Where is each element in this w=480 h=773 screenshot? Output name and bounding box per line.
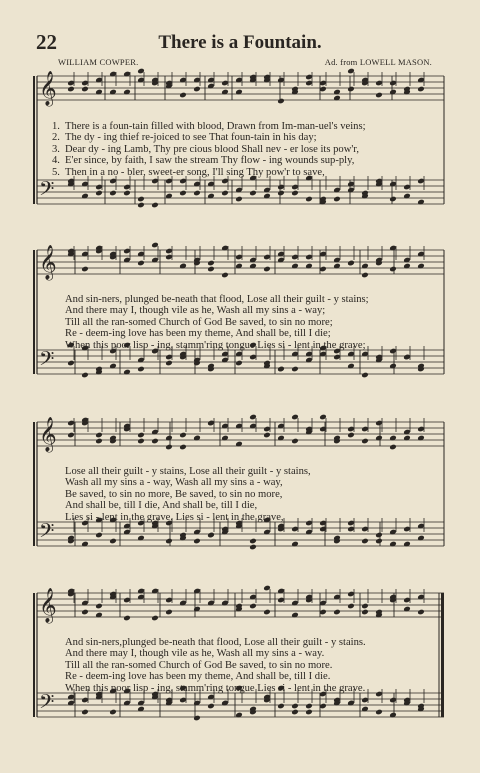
note-head	[291, 703, 299, 710]
note-head	[137, 366, 145, 373]
treble-clef-icon: 𝄞	[39, 245, 57, 280]
system-brace	[33, 250, 35, 374]
note-head	[165, 360, 173, 367]
note-head	[361, 372, 369, 379]
note-head	[417, 609, 425, 616]
note-head	[389, 266, 397, 273]
note-head	[221, 190, 229, 197]
verse-line: 3. Dear dy - ing Lamb, Thy pre cious blood Shall nev - er lose its pow'r,	[52, 143, 360, 155]
note-head	[179, 190, 187, 197]
note-head	[249, 603, 257, 610]
note-head	[305, 709, 313, 716]
verse-line: 1. There is a foun-tain filled with blood, Drawn from Im-man-uel's veins;	[52, 121, 366, 132]
note-head	[179, 444, 187, 451]
note-head	[277, 98, 285, 105]
note-head	[67, 360, 75, 367]
note-head	[389, 196, 397, 203]
bass-clef-icon: 𝄢	[39, 347, 55, 375]
note-head	[81, 709, 89, 716]
note-head	[137, 432, 145, 439]
note-head	[95, 603, 103, 610]
bass-clef-icon: 𝄢	[39, 690, 55, 718]
note-head	[81, 609, 89, 616]
verse-line: 5. Then in a no - bler, sweet-er song, I'll sing Thy pow'r to save,	[52, 166, 325, 178]
verse-line: Till all the ran-somed Church of God Be saved, to sin no more.	[65, 659, 333, 671]
verse-line: When this poor lisp - ing, stamm'ring tongue Lies si - lent in the grave.	[65, 682, 366, 694]
note-head	[375, 92, 383, 99]
note-head	[235, 196, 243, 203]
note-head	[347, 603, 355, 610]
bass-clef-icon: 𝄢	[39, 519, 55, 547]
note-head	[347, 260, 355, 267]
note-head	[389, 444, 397, 451]
note-head	[109, 538, 117, 545]
note-head	[249, 190, 257, 197]
verse-line: Lose all their guilt - y stains, Lose all their guilt - y stains,	[65, 466, 311, 477]
note-head	[291, 190, 299, 197]
verse-line: And there may I, though vile as he, Wash all my sins a - way.	[65, 648, 325, 660]
note-head	[137, 438, 145, 445]
lyrics-block-3	[65, 466, 451, 523]
verse-line: When this poor lisp - ing, stamm'ring tongue Lies si - lent in the grave;	[65, 339, 366, 351]
note-head	[291, 366, 299, 373]
note-head	[305, 196, 313, 203]
treble-clef-icon: 𝄞	[39, 71, 57, 106]
note-head	[417, 86, 425, 93]
note-head	[375, 709, 383, 716]
note-head	[361, 538, 369, 545]
verse-line: And shall be, till I die, And shall be, till I die,	[65, 500, 258, 512]
note-head	[207, 532, 215, 539]
note-head	[375, 532, 383, 539]
note-head	[207, 266, 215, 273]
note-head	[151, 615, 159, 622]
note-head	[95, 432, 103, 439]
verse-line: 2. The dy - ing thief re-joiced to see That foun-tain in his day;	[52, 132, 317, 144]
note-head	[137, 202, 145, 209]
note-head	[375, 538, 383, 545]
note-head	[263, 609, 271, 616]
verse-line: Lies si - lent in the grave, Lies si - lent in the grave,	[65, 511, 284, 523]
note-head	[249, 538, 257, 545]
note-head	[81, 266, 89, 273]
system-brace	[33, 593, 35, 717]
note-head	[263, 432, 271, 439]
verse-line: 4. E'er since, by faith, I saw the stream Thy flow - ing wounds sup-ply,	[52, 155, 355, 167]
note-head	[137, 260, 145, 267]
note-head	[347, 432, 355, 439]
note-head	[165, 609, 173, 616]
hymn-title: There is a Fountain.	[158, 32, 322, 53]
note-head	[123, 615, 131, 622]
note-head	[207, 260, 215, 267]
note-head	[193, 538, 201, 545]
note-head	[123, 190, 131, 197]
note-head	[109, 190, 117, 197]
note-head	[277, 366, 285, 373]
treble-clef-icon: 𝄞	[39, 417, 57, 452]
note-head	[305, 703, 313, 710]
note-head	[193, 86, 201, 93]
note-head	[151, 202, 159, 209]
note-head	[95, 532, 103, 539]
verse-line: And there may I, though vile as he, Wash all my sins a - way;	[65, 305, 326, 317]
note-head	[361, 609, 369, 616]
note-head	[165, 444, 173, 451]
note-head	[291, 709, 299, 716]
note-head	[179, 92, 187, 99]
bass-clef-icon: 𝄢	[39, 177, 55, 205]
note-head	[165, 538, 173, 545]
verse-line: Wash all my sins a - way, Wash all my sins a - way,	[65, 477, 283, 489]
note-head	[81, 372, 89, 379]
lyricist-credit: WILLIAM COWPER.	[58, 57, 139, 67]
note-head	[109, 709, 117, 716]
hymn-number: 22	[36, 30, 57, 54]
verse-line: Till all the ran-somed Church of God Be saved, to sin no more;	[65, 316, 333, 328]
verse-line: Re - deem-ing love has been my theme, And shall be, till I die.	[65, 671, 331, 683]
note-head	[193, 190, 201, 197]
note-head	[207, 703, 215, 710]
verse-line: Be saved, to sin no more, Be saved, to sin no more,	[65, 488, 283, 500]
note-head	[67, 86, 75, 93]
note-head	[277, 703, 285, 710]
note-head	[81, 86, 89, 93]
note-head	[67, 432, 75, 439]
note-head	[95, 438, 103, 445]
system-brace	[33, 76, 35, 204]
note-head	[179, 432, 187, 439]
system-brace	[33, 422, 35, 546]
verse-line: And sin-ners, plunged be-neath that flood, Lose all their guilt - y stains;	[65, 294, 369, 305]
lyrics-block-1	[52, 121, 438, 178]
note-head	[193, 715, 201, 722]
note-head	[361, 438, 369, 445]
note-head	[347, 86, 355, 93]
lyrics-block-4	[65, 637, 451, 694]
lyrics-block-2	[65, 294, 451, 351]
note-head	[263, 266, 271, 273]
note-head	[249, 544, 257, 551]
composer-credit: Ad. from LOWELL MASON.	[324, 57, 432, 67]
note-head	[151, 438, 159, 445]
note-head	[137, 196, 145, 203]
verse-line: Re - deem-ing love has been my theme, And shall be, till I die;	[65, 328, 331, 340]
note-head	[235, 360, 243, 367]
note-head	[333, 196, 341, 203]
note-head	[221, 272, 229, 279]
verse-line: And sin-ners,plunged be-neath that flood, Lose all their guilt - y stains.	[65, 637, 366, 648]
note-head	[361, 272, 369, 279]
treble-clef-icon: 𝄞	[39, 588, 57, 623]
note-head	[291, 438, 299, 445]
note-head	[277, 190, 285, 197]
note-head	[333, 609, 341, 616]
note-head	[361, 603, 369, 610]
note-head	[95, 190, 103, 197]
